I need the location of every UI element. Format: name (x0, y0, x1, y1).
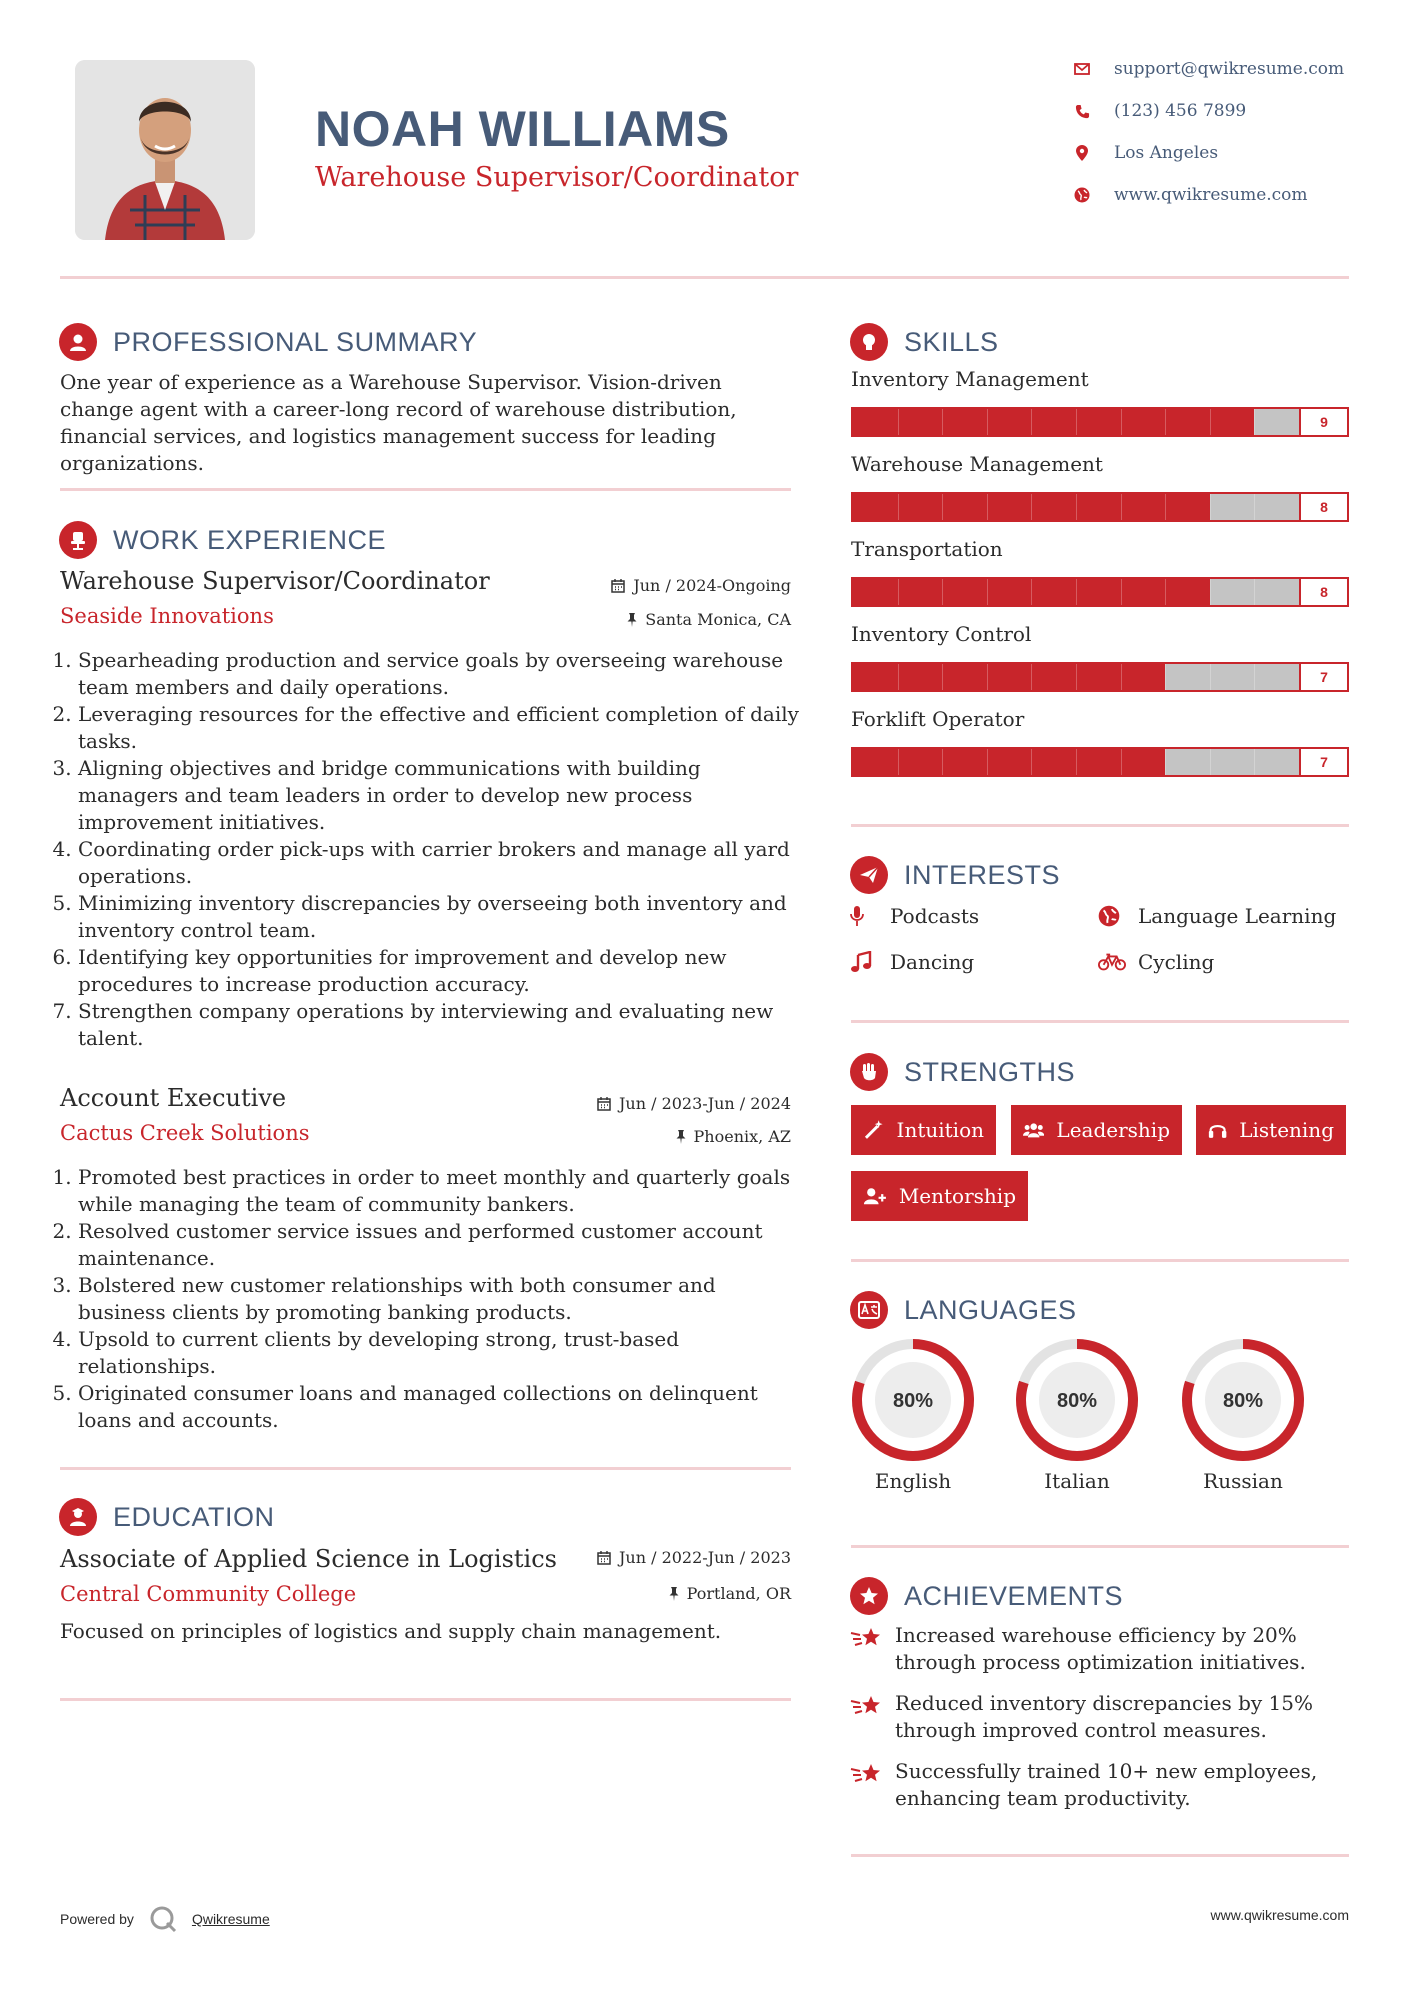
language-item (1012, 1335, 1142, 1493)
shooting-star-icon (850, 1690, 886, 1744)
language-ring (848, 1335, 978, 1465)
languages-divider (851, 1545, 1349, 1548)
duty-item: 3. Aligning objectives and bridge communications with building managers and team leaders in order to develop new process improvement initiatives. (78, 755, 802, 836)
phone-icon (1072, 101, 1092, 121)
skills-divider (851, 824, 1349, 827)
qwikresume-link[interactable]: Qwikresume (191, 1911, 270, 1927)
strengths-divider (851, 1259, 1349, 1262)
skill-name: Transportation (851, 537, 1003, 561)
bicycle-icon (1098, 952, 1126, 972)
education-divider (60, 1698, 791, 1701)
candidate-name: NOAH WILLIAMS (315, 101, 730, 157)
strength-label: Mentorship (898, 1184, 1016, 1208)
summary-heading-text: PROFESSIONAL SUMMARY (113, 326, 478, 357)
duty-item: 4. Coordinating order pick-ups with carrier brokers and manage all yard operations. (78, 836, 802, 890)
language-ring (1012, 1335, 1142, 1465)
star-badge-icon (850, 1577, 888, 1615)
achievement-text: Reduced inventory discrepancies by 15% through improved control measures. (895, 1691, 1313, 1742)
skill-item (851, 367, 1349, 452)
email-icon (1072, 59, 1092, 79)
skills-heading-text: SKILLS (904, 326, 999, 357)
job-duties (60, 647, 802, 1052)
interest-item (1098, 947, 1214, 977)
microphone-icon (850, 905, 878, 927)
work-heading-text: WORK EXPERIENCE (113, 524, 387, 555)
skill-bar-fill (853, 749, 1165, 775)
achievement-item (850, 1690, 1350, 1744)
skill-score: 9 (1299, 409, 1347, 435)
language-percent: 80% (1056, 1390, 1098, 1412)
summary-divider (60, 488, 791, 491)
job-location (500, 1127, 791, 1146)
interests-heading-text: INTERESTS (904, 859, 1061, 890)
skills-list (851, 367, 1349, 792)
pushpin-icon (676, 1130, 686, 1144)
user-icon (59, 323, 97, 361)
language-item (1178, 1335, 1308, 1493)
duty-item: 4. Upsold to current clients by developing strong, trust-based relationships. (78, 1326, 802, 1380)
strength-label: Listening (1239, 1118, 1334, 1142)
language-ring (1178, 1335, 1308, 1465)
job-duties (60, 1164, 802, 1434)
interests-divider (851, 1020, 1349, 1023)
work-divider (60, 1467, 791, 1470)
language-percent: 80% (892, 1390, 934, 1412)
skill-name: Inventory Management (851, 367, 1089, 391)
languages-heading (850, 1290, 1077, 1330)
contact-location-text: Los Angeles (1114, 143, 1219, 163)
duty-item: 6. Identifying key opportunities for improvement and develop new procedures to increase production accuracy. (78, 944, 802, 998)
skill-bar (851, 662, 1349, 692)
achievements-heading-text: ACHIEVEMENTS (904, 1580, 1124, 1611)
language-item (848, 1335, 978, 1493)
strengths-heading (850, 1052, 1075, 1092)
calendar-icon (611, 579, 625, 593)
education-dates (500, 1548, 791, 1567)
magic-wand-icon (863, 1119, 885, 1141)
person-photo-icon (75, 60, 255, 240)
summary-text: One year of experience as a Warehouse Supervisor. Vision-driven change agent with a career-long record of warehouse distribution, financial services, and logistics management success for leading organizations. (60, 370, 737, 475)
skill-name: Forklift Operator (851, 707, 1025, 731)
strength-chip (851, 1105, 996, 1155)
duty-item: 1. Promoted best practices in order to meet monthly and quarterly goals while managing the team of community bankers. (78, 1164, 802, 1218)
duty-item: 7. Strengthen company operations by interviewing and evaluating new talent. (78, 998, 802, 1052)
contact-email[interactable] (1072, 56, 1392, 82)
skill-bar (851, 492, 1349, 522)
skill-name: Warehouse Management (851, 452, 1103, 476)
interest-item (850, 901, 979, 931)
skill-item (851, 707, 1349, 792)
education-heading-text: EDUCATION (113, 1501, 275, 1532)
duty-item: 5. Originated consumer loans and managed collections on delinquent loans and accounts. (78, 1380, 802, 1434)
duty-item: 1. Spearheading production and service goals by overseeing warehouse team members and daily operations. (78, 647, 802, 701)
achievements-divider (851, 1854, 1349, 1857)
location-pin-icon (1072, 143, 1092, 163)
company-name: Cactus Creek Solutions (60, 1121, 310, 1145)
shooting-star-icon (850, 1622, 886, 1676)
interest-label: Dancing (890, 950, 975, 974)
strength-chip (1196, 1105, 1346, 1155)
language-name: English (874, 1469, 952, 1493)
duty-item: 2. Resolved customer service issues and performed customer account maintenance. (78, 1218, 802, 1272)
language-name: Italian (1044, 1469, 1110, 1493)
job-location-text: Phoenix, AZ (693, 1127, 791, 1146)
achievement-item (850, 1758, 1350, 1812)
lightbulb-icon (850, 323, 888, 361)
education-heading (59, 1497, 275, 1537)
candidate-title: Warehouse Supervisor/Coordinator (315, 162, 799, 193)
skill-bar (851, 407, 1349, 437)
job-title: Warehouse Supervisor/Coordinator (60, 567, 490, 595)
skill-name: Inventory Control (851, 622, 1032, 646)
achievement-item (850, 1622, 1350, 1676)
pushpin-icon (669, 1587, 679, 1601)
globe-icon (1098, 905, 1126, 927)
contact-website[interactable] (1072, 182, 1392, 208)
achievement-text: Increased warehouse efficiency by 20% through process optimization initiatives. (895, 1623, 1306, 1674)
contact-website-text: www.qwikresume.com (1114, 185, 1308, 205)
strength-chip (1011, 1105, 1182, 1155)
strength-label: Leadership (1056, 1118, 1170, 1142)
footer-powered-by (60, 1904, 270, 1934)
qwikresume-logo-icon (148, 1904, 178, 1934)
school-name: Central Community College (60, 1582, 357, 1606)
achievement-text: Successfully trained 10+ new employees, enhancing team productivity. (895, 1759, 1318, 1810)
strengths-heading-text: STRENGTHS (904, 1056, 1076, 1087)
music-note-icon (850, 951, 878, 973)
footer-url[interactable]: www.qwikresume.com (1210, 1907, 1349, 1923)
contact-phone-text: (123) 456 7899 (1114, 101, 1247, 121)
contact-location (1072, 140, 1392, 166)
job-title: Account Executive (60, 1084, 287, 1112)
users-icon (1023, 1120, 1044, 1140)
translate-icon (850, 1291, 888, 1329)
user-plus-icon (863, 1186, 887, 1206)
degree-title: Associate of Applied Science in Logistics (60, 1545, 557, 1573)
strength-label: Intuition (896, 1118, 984, 1142)
achievements-list (850, 1622, 1350, 1812)
job-dates-text: Jun / 2023-Jun / 2024 (618, 1094, 791, 1113)
contact-email-text: support@qwikresume.com (1114, 59, 1345, 79)
shooting-star-icon (850, 1758, 886, 1812)
work-heading (59, 520, 386, 560)
skills-heading (850, 322, 999, 362)
graduate-icon (59, 1498, 97, 1536)
skill-bar-fill (853, 409, 1254, 435)
skill-score: 7 (1299, 664, 1347, 690)
company-name: Seaside Innovations (60, 604, 274, 628)
skill-score: 7 (1299, 749, 1347, 775)
job-dates (500, 1094, 791, 1113)
summary-heading (59, 322, 477, 362)
globe-icon (1072, 185, 1092, 205)
job-dates (500, 576, 791, 595)
interest-item (1098, 901, 1336, 931)
language-percent: 80% (1222, 1390, 1264, 1412)
strength-chip (851, 1171, 1028, 1221)
skill-score: 8 (1299, 494, 1347, 520)
job-location (500, 610, 791, 629)
skill-bar (851, 577, 1349, 607)
interest-label: Cycling (1138, 950, 1215, 974)
job-location-text: Santa Monica, CA (645, 610, 791, 629)
education-dates-text: Jun / 2022-Jun / 2023 (618, 1548, 791, 1567)
paper-plane-icon (850, 856, 888, 894)
calendar-icon (597, 1551, 611, 1565)
education-location-text: Portland, OR (686, 1584, 791, 1603)
pushpin-icon (627, 613, 637, 627)
duty-item: 2. Leveraging resources for the effective and efficient completion of daily tasks. (78, 701, 802, 755)
skill-score: 8 (1299, 579, 1347, 605)
education-description: Focused on principles of logistics and supply chain management. (60, 1619, 722, 1643)
powered-by-text: Powered by (60, 1911, 134, 1927)
duty-item: 3. Bolstered new customer relationships with both consumer and business clients by promoting banking products. (78, 1272, 802, 1326)
skill-item (851, 537, 1349, 622)
fist-icon (850, 1053, 888, 1091)
languages-heading-text: LANGUAGES (904, 1294, 1077, 1325)
skill-bar-fill (853, 664, 1165, 690)
interests-heading (850, 855, 1060, 895)
headphones-icon (1208, 1120, 1227, 1140)
skill-bar (851, 747, 1349, 777)
duty-item: 5. Minimizing inventory discrepancies by overseeing both inventory and inventory control team. (78, 890, 802, 944)
achievements-heading (850, 1576, 1123, 1616)
interest-label: Language Learning (1138, 904, 1337, 928)
job-dates-text: Jun / 2024-Ongoing (633, 576, 791, 595)
language-name: Russian (1203, 1469, 1283, 1493)
header-divider (60, 276, 1349, 279)
skill-item (851, 622, 1349, 707)
education-location (500, 1584, 791, 1603)
profile-photo (75, 60, 255, 240)
interest-label: Podcasts (890, 904, 980, 928)
interest-item (850, 947, 974, 977)
calendar-icon (597, 1097, 611, 1111)
contact-phone[interactable] (1072, 98, 1392, 124)
skill-item (851, 452, 1349, 537)
office-chair-icon (59, 521, 97, 559)
